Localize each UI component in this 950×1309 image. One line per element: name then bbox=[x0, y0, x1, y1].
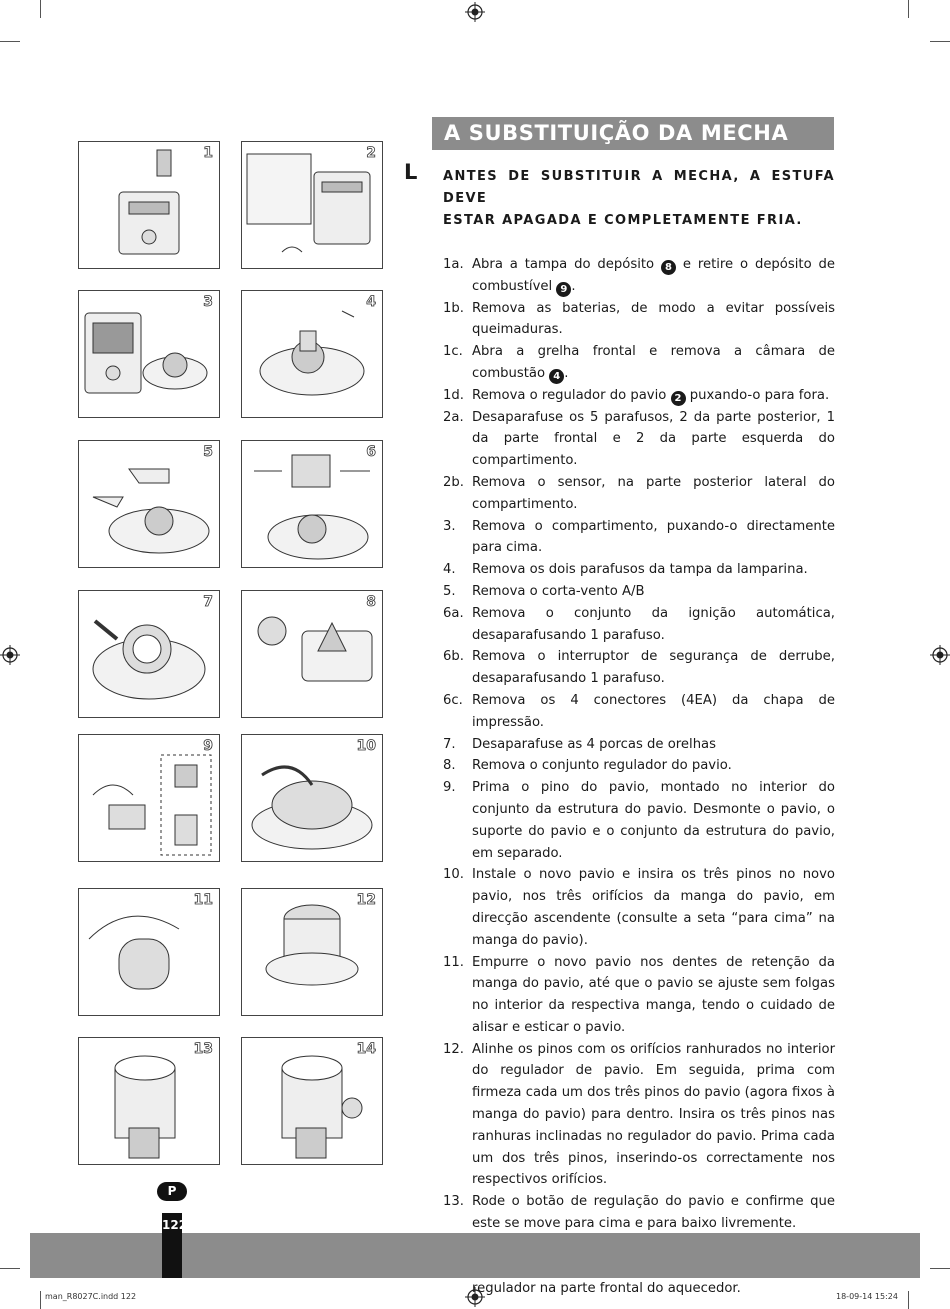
step-number: 6b. bbox=[443, 649, 464, 665]
instruction-step bbox=[443, 559, 835, 581]
step-text-part: Abra a grelha frontal e remova a câmara de combustão bbox=[472, 344, 835, 381]
instruction-step bbox=[443, 734, 835, 756]
figure-number: 7 bbox=[203, 594, 213, 610]
instruction-figure bbox=[241, 141, 383, 269]
step-number: 12. bbox=[443, 1041, 464, 1057]
part-number-badge: 2 bbox=[671, 391, 686, 406]
step-number: 10. bbox=[443, 867, 464, 883]
part-number-badge: 8 bbox=[661, 260, 676, 275]
step-text bbox=[472, 341, 835, 385]
step-text-part: Remova o sensor, na parte posterior lateral do compartimento. bbox=[472, 474, 835, 512]
language-badge: P bbox=[157, 1182, 187, 1201]
step-text bbox=[472, 690, 835, 734]
figure-number: 9 bbox=[203, 738, 213, 754]
step-text bbox=[472, 646, 835, 690]
step-text bbox=[472, 407, 835, 472]
crop-mark bbox=[40, 0, 41, 18]
instruction-figure bbox=[78, 141, 220, 269]
step-text-part: Prima o pino do pavio, montado no interior do conjunto da estrutura do pavio. Desmonte o pavio, o suporte do pavio e o conjunto da estrutura do pavio, em separado. bbox=[472, 780, 835, 861]
instruction-figure bbox=[78, 1037, 220, 1165]
crop-mark bbox=[908, 0, 909, 18]
registration-mark-icon bbox=[465, 2, 485, 22]
instruction-figure bbox=[78, 440, 220, 568]
figure-illustration bbox=[79, 735, 219, 861]
instruction-figure bbox=[241, 1037, 383, 1165]
figure-number: 10 bbox=[356, 738, 376, 754]
figure-number: 13 bbox=[193, 1041, 213, 1057]
figure-number: 4 bbox=[366, 294, 376, 310]
step-text bbox=[472, 755, 835, 777]
step-number: 1c. bbox=[443, 344, 463, 360]
step-text-part: Remova o interruptor de segurança de derrube, desaparafusando 1 parafuso. bbox=[472, 649, 835, 687]
step-number: 6a. bbox=[443, 605, 464, 621]
instruction-step bbox=[443, 472, 835, 516]
step-number: 4. bbox=[443, 562, 456, 578]
step-number: 1b. bbox=[443, 300, 464, 316]
step-text-part: . bbox=[564, 365, 569, 381]
step-text bbox=[472, 734, 835, 756]
step-text-part: Remova os 4 conectores (4EA) da chapa de impressão. bbox=[472, 692, 835, 730]
step-text bbox=[472, 516, 835, 560]
step-text bbox=[472, 1039, 835, 1192]
figure-number: 11 bbox=[193, 892, 213, 908]
part-number-badge: 4 bbox=[549, 369, 564, 384]
instruction-figure bbox=[241, 290, 383, 418]
step-text-part: Abra a tampa do depósito bbox=[472, 257, 661, 272]
instruction-step bbox=[443, 1191, 835, 1235]
section-marker: L bbox=[404, 160, 418, 184]
instruction-step bbox=[443, 1039, 835, 1192]
instruction-step bbox=[443, 603, 835, 647]
step-number: 8. bbox=[443, 758, 456, 774]
crop-mark bbox=[0, 41, 20, 42]
step-number: 6c. bbox=[443, 692, 463, 708]
step-text-part: Remova o conjunto da ignição automática, desaparafusando 1 parafuso. bbox=[472, 605, 835, 643]
instruction-figure bbox=[241, 734, 383, 862]
step-text-part: Desaparafuse os 5 parafusos, 2 da parte posterior, 1 da parte frontal e 2 da parte esquerda do compartimento. bbox=[472, 409, 835, 469]
figure-illustration bbox=[79, 142, 219, 268]
part-number-badge: 9 bbox=[556, 282, 571, 297]
step-text-part: Desaparafuse as 4 porcas de orelhas bbox=[472, 736, 717, 752]
crop-mark bbox=[908, 1291, 909, 1309]
step-text-part: . bbox=[571, 278, 576, 294]
step-number: 1a. bbox=[443, 257, 464, 272]
warning-text bbox=[443, 166, 835, 232]
step-text-part: regulador na parte frontal do aquecedor. bbox=[472, 1281, 741, 1297]
figure-illustration bbox=[242, 142, 382, 268]
crop-mark bbox=[40, 1291, 41, 1309]
instruction-step bbox=[443, 646, 835, 690]
instruction-step bbox=[443, 407, 835, 472]
step-number: 2a. bbox=[443, 409, 464, 425]
figure-illustration bbox=[242, 291, 382, 417]
step-number: 5. bbox=[443, 583, 456, 599]
step-text bbox=[472, 385, 835, 407]
instruction-step bbox=[443, 385, 835, 407]
step-number: 9. bbox=[443, 780, 456, 796]
instruction-figure bbox=[241, 440, 383, 568]
figure-number: 14 bbox=[356, 1041, 376, 1057]
instruction-step bbox=[443, 254, 835, 298]
instruction-figure bbox=[78, 290, 220, 418]
figure-illustration bbox=[79, 591, 219, 717]
instruction-step bbox=[443, 516, 835, 560]
step-text-part: Remova os dois parafusos da tampa da lamparina. bbox=[472, 562, 808, 578]
step-text-part: Remova o conjunto regulador do pavio. bbox=[472, 758, 732, 774]
instruction-step bbox=[443, 952, 835, 1039]
step-text-part: Empurre o novo pavio nos dentes de retenção da manga do pavio, até que o pavio se ajuste sem folgas no interior da respectiva manga, tendo o cuidado de alisar e esticar o pavio. bbox=[472, 954, 835, 1035]
step-text bbox=[472, 254, 835, 298]
figure-number: 6 bbox=[366, 444, 376, 460]
figure-number: 2 bbox=[366, 145, 376, 161]
crop-mark bbox=[0, 1268, 20, 1269]
instruction-step bbox=[443, 341, 835, 385]
step-text bbox=[472, 777, 835, 864]
step-number: 11. bbox=[443, 954, 464, 970]
figure-number: 1 bbox=[203, 145, 213, 161]
section-title-bar bbox=[432, 117, 834, 150]
warning-line: ESTAR APAGADA E COMPLETAMENTE FRIA. bbox=[443, 213, 803, 228]
instruction-step bbox=[443, 777, 835, 864]
registration-mark-icon bbox=[930, 645, 950, 665]
registration-mark-icon bbox=[0, 645, 20, 665]
page-number: 122 bbox=[162, 1218, 188, 1232]
instruction-figure bbox=[78, 734, 220, 862]
instruction-step bbox=[443, 581, 835, 603]
figure-illustration bbox=[242, 591, 382, 717]
figure-number: 5 bbox=[203, 444, 213, 460]
figure-number: 12 bbox=[356, 892, 376, 908]
step-text bbox=[472, 298, 835, 342]
instruction-list bbox=[443, 254, 835, 1300]
figure-number: 8 bbox=[366, 594, 376, 610]
section-title: A SUBSTITUIÇÃO DA MECHA bbox=[444, 121, 789, 145]
step-text-part: Remova as baterias, de modo a evitar possíveis queimaduras. bbox=[472, 300, 835, 338]
step-text bbox=[472, 559, 835, 581]
step-number: 7. bbox=[443, 736, 456, 752]
figure-illustration bbox=[79, 441, 219, 567]
step-text-part: Remova o compartimento, puxando-o directamente para cima. bbox=[472, 518, 835, 556]
crop-mark bbox=[930, 41, 950, 42]
crop-mark bbox=[930, 1268, 950, 1269]
warning-line: ANTES DE SUBSTITUIR A MECHA, A ESTUFA DEVE bbox=[443, 169, 835, 206]
instruction-figure bbox=[241, 888, 383, 1016]
step-text-part: Remova o corta-vento A/B bbox=[472, 583, 645, 599]
figure-illustration bbox=[79, 291, 219, 417]
step-number: 1d. bbox=[443, 387, 464, 403]
instruction-step bbox=[443, 755, 835, 777]
instruction-step bbox=[443, 298, 835, 342]
file-slug: man_R8027C.indd 122 bbox=[45, 1292, 137, 1301]
date-slug: 18-09-14 15:24 bbox=[836, 1292, 898, 1301]
step-text bbox=[472, 472, 835, 516]
step-text-part: puxando-o para fora. bbox=[685, 387, 830, 403]
figure-number: 3 bbox=[203, 294, 213, 310]
step-text bbox=[472, 581, 835, 603]
step-text-part: Rode o botão de regulação do pavio e confirme que este se move para cima e para baixo livremente. bbox=[472, 1194, 835, 1232]
step-text bbox=[472, 603, 835, 647]
step-text bbox=[472, 952, 835, 1039]
step-number: 2b. bbox=[443, 474, 464, 490]
instruction-step bbox=[443, 690, 835, 734]
step-number: 13. bbox=[443, 1194, 464, 1210]
figure-illustration bbox=[242, 441, 382, 567]
instruction-figure bbox=[78, 888, 220, 1016]
step-number: 3. bbox=[443, 518, 456, 534]
step-text bbox=[472, 864, 835, 951]
instruction-step bbox=[443, 864, 835, 951]
step-text-part: Instale o novo pavio e insira os três pinos no novo pavio, nos três orifícios da manga do pavio, em direcção ascendente (consulte a seta “para cima” na manga do pavio). bbox=[472, 867, 835, 948]
instruction-figure bbox=[78, 590, 220, 718]
step-text-part: e retire o depósito de combustível bbox=[472, 257, 835, 294]
step-text bbox=[472, 1191, 835, 1235]
step-text-part: Alinhe os pinos com os orifícios ranhurados no interior do regulador de pavio. Em seguida, prima com firmeza cada um dos três pinos do pavio (agora fixos à manga do pavio) para dentro. Insira os três pinos nas ranhuras inclinadas no regulador do pavio. Prima cada um dos três pinos, inserindo-os correctamente nos respectivos orifícios. bbox=[472, 1041, 835, 1188]
step-text-part: Remova o regulador do pavio bbox=[472, 387, 671, 403]
instruction-figure bbox=[241, 590, 383, 718]
